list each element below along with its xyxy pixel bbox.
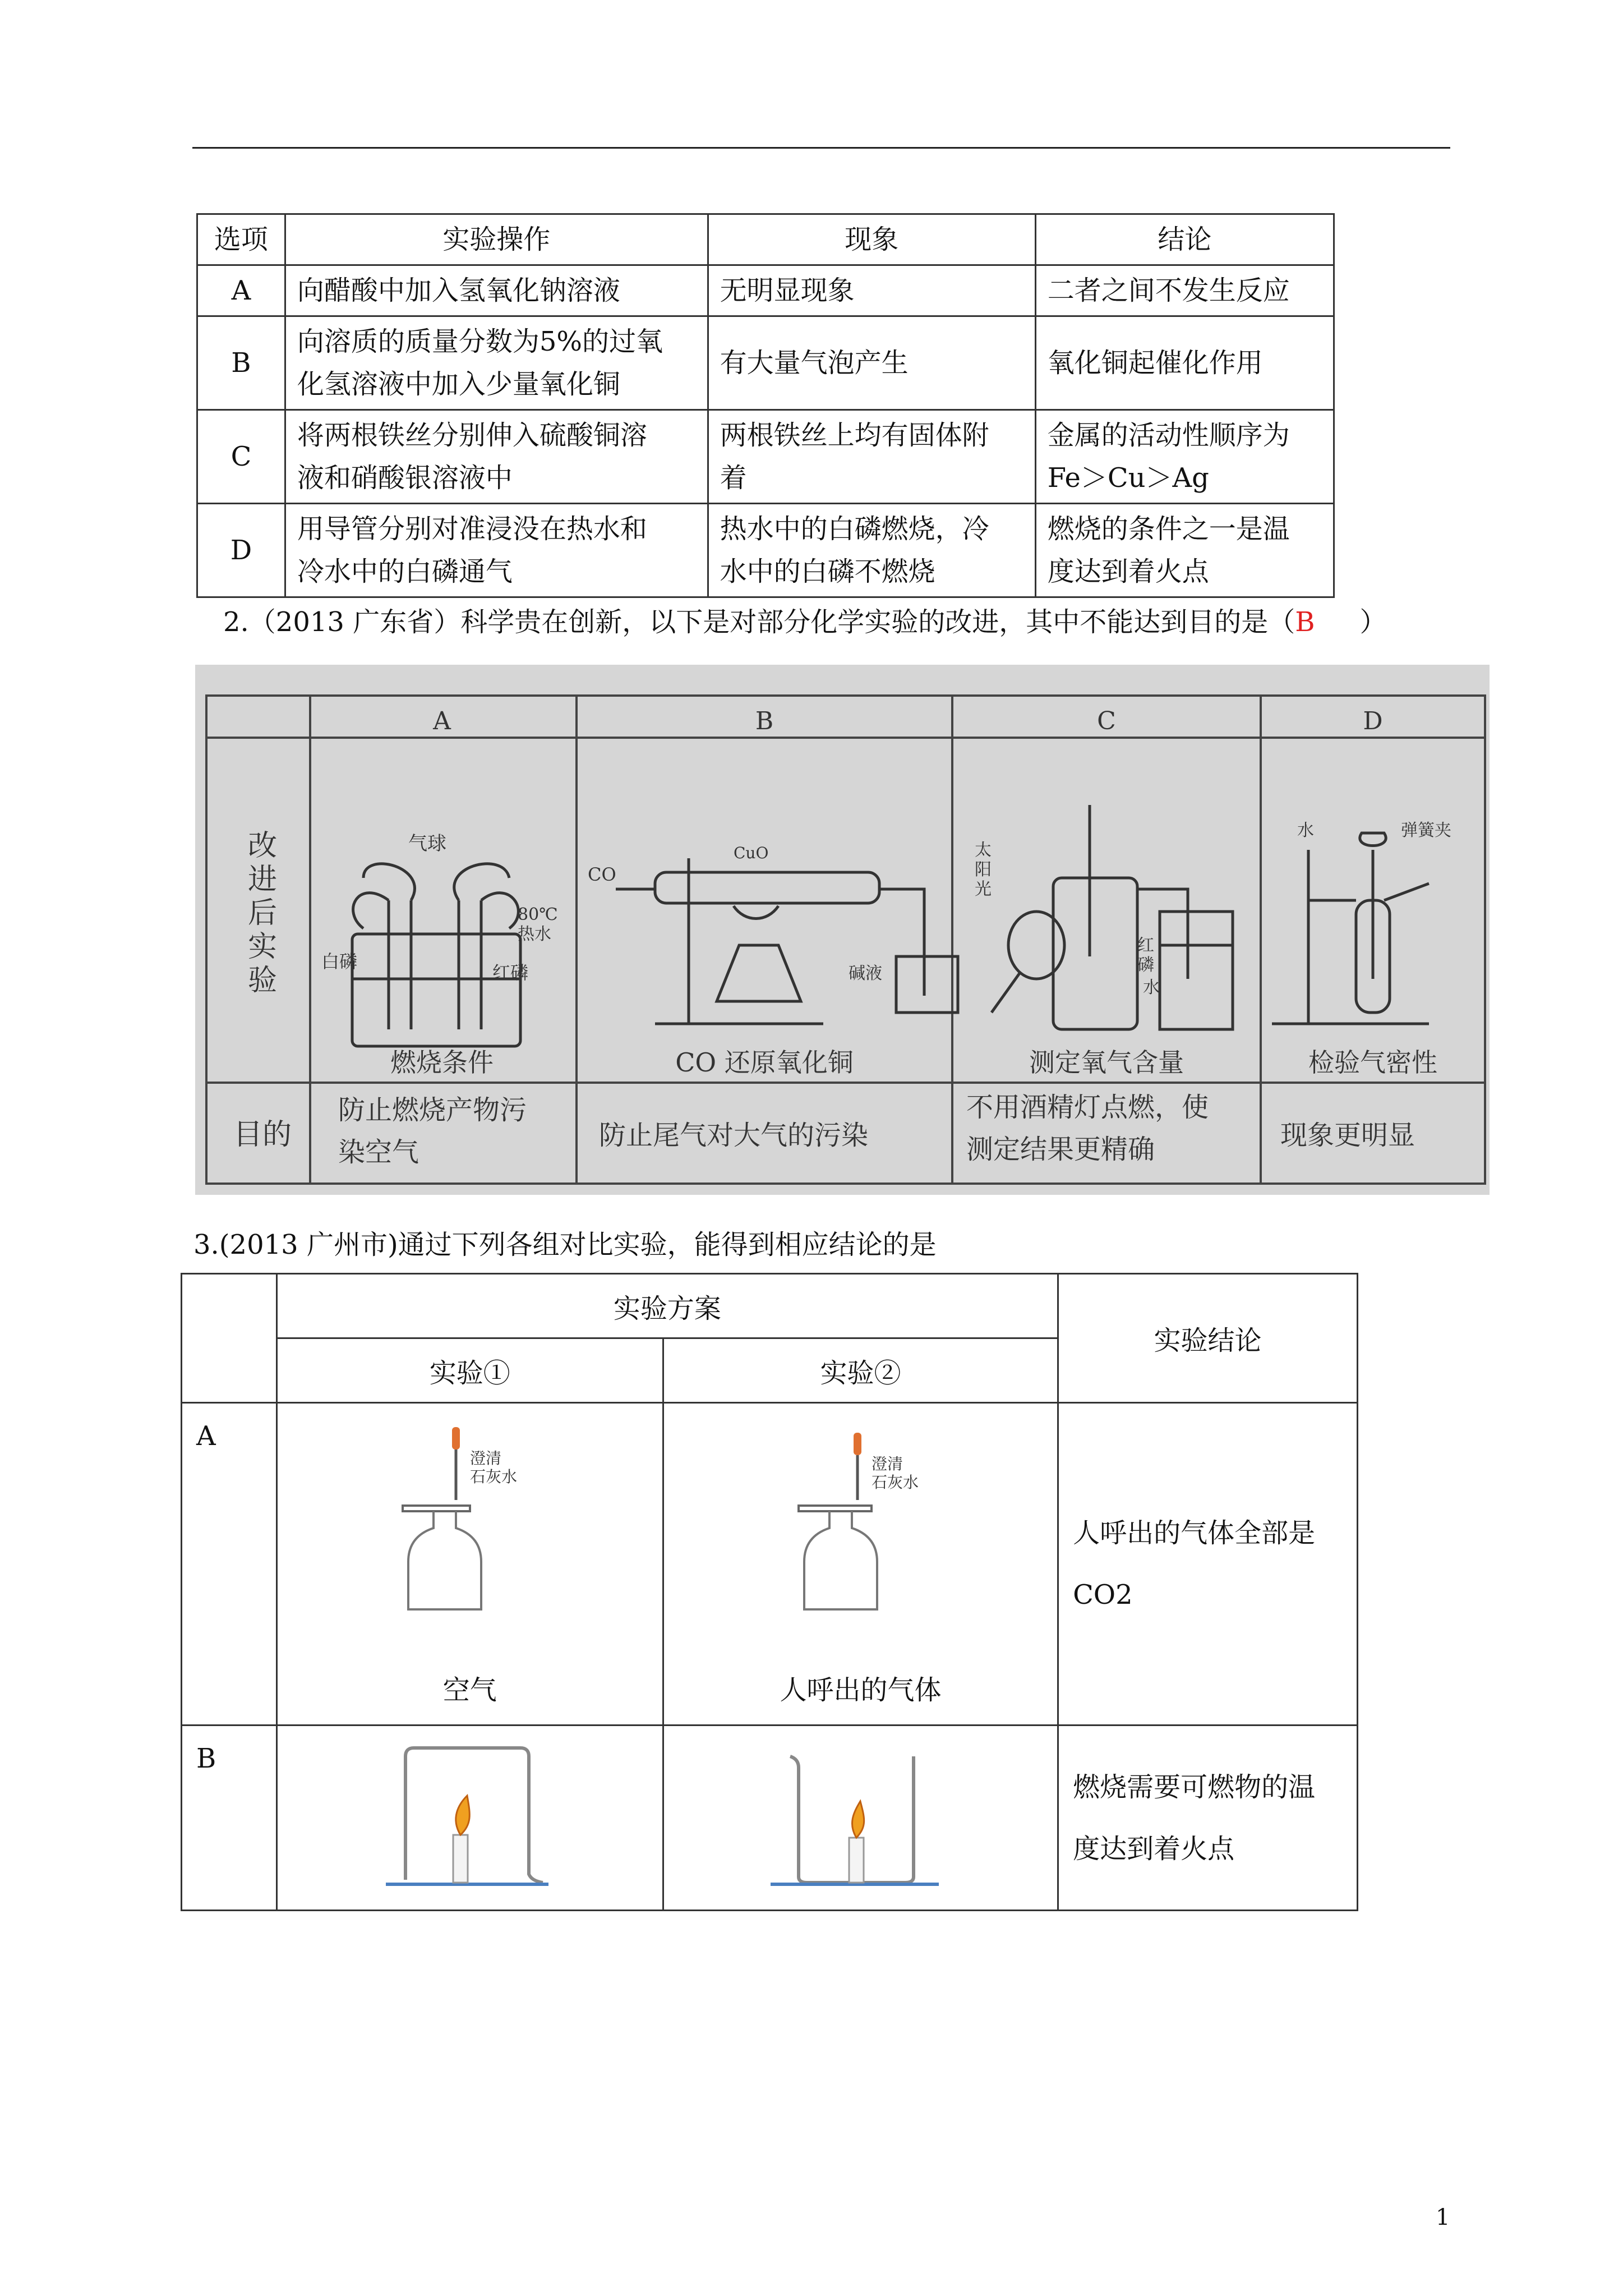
title-b: CO 还原氧化铜 bbox=[675, 1047, 854, 1078]
row-phenomenon: 无明显现象 bbox=[708, 265, 1035, 316]
purpose-d: 现象更明显 bbox=[1280, 1120, 1415, 1151]
row-operation: 将两根铁丝分别伸入硫酸铜溶 液和硝酸银溶液中 bbox=[285, 410, 708, 504]
purpose-c: 不用酒精灯点燃，使 bbox=[966, 1092, 1209, 1123]
label-hot-water: 热水 bbox=[518, 924, 551, 944]
purpose-a: 防止燃烧产物污 bbox=[338, 1094, 527, 1126]
dropper-label: 石灰水 bbox=[872, 1473, 919, 1492]
label-clip: 弹簧夹 bbox=[1401, 821, 1451, 840]
table-row bbox=[197, 504, 1334, 597]
header-option: 选项 bbox=[197, 214, 285, 265]
row-option: B bbox=[197, 316, 285, 410]
question-3: 3.(2013 广州市)通过下列各组对比实验，能得到相应结论的是 bbox=[193, 1229, 937, 1260]
experiment-improvement-figure bbox=[195, 665, 1490, 1195]
col-label-d: D bbox=[1363, 707, 1383, 735]
header-operation: 实验操作 bbox=[285, 214, 708, 265]
table-row bbox=[182, 1726, 1358, 1911]
header-plan: 实验方案 bbox=[276, 1274, 1058, 1338]
label-cuo: CuO bbox=[734, 844, 769, 862]
row-label-char: 实 bbox=[247, 930, 278, 964]
label-temp: 80℃ bbox=[518, 905, 558, 924]
conclusion-a: 人呼出的气体全部是 CO2 bbox=[1058, 1403, 1358, 1726]
blank-corner-cell bbox=[182, 1274, 277, 1403]
label-red-p: 红磷 bbox=[492, 962, 529, 983]
label-co: CO bbox=[588, 864, 616, 885]
row-phenomenon: 热水中的白磷燃烧，冷 水中的白磷不燃烧 bbox=[708, 504, 1035, 597]
label-white-p: 白磷 bbox=[321, 951, 358, 972]
header-exp1: 实验① bbox=[276, 1338, 663, 1403]
gas-bottle-dropper-icon bbox=[386, 1421, 554, 1646]
header-exp2: 实验② bbox=[663, 1338, 1058, 1403]
exp2-cell-b bbox=[663, 1726, 1058, 1911]
row-label-char: 后 bbox=[247, 896, 278, 930]
label-water2: 水 bbox=[1297, 821, 1314, 840]
purpose-b: 防止尾气对大气的污染 bbox=[599, 1120, 869, 1151]
header-rule bbox=[192, 147, 1450, 149]
row-label-purpose: 目的 bbox=[233, 1118, 292, 1152]
page-number: 1 bbox=[1436, 2205, 1450, 2230]
row-label-a: A bbox=[182, 1403, 277, 1726]
apparatus-d-icon bbox=[1272, 833, 1429, 1024]
table-row bbox=[197, 410, 1334, 504]
label-alkali: 碱液 bbox=[849, 964, 882, 983]
table-experiments-3 bbox=[181, 1273, 1358, 1911]
col-label-a: A bbox=[433, 707, 451, 735]
dropper-label: 石灰水 bbox=[469, 1467, 517, 1486]
label-water: 水 bbox=[1143, 978, 1160, 997]
exp1-cell-b bbox=[276, 1726, 663, 1911]
table-row bbox=[182, 1403, 1358, 1726]
conclusion-b: 燃烧需要可燃物的温 度达到着火点 bbox=[1058, 1726, 1358, 1911]
table-experiments-1 bbox=[196, 213, 1335, 598]
apparatus-c-icon bbox=[992, 805, 1233, 1029]
purpose-c: 测定结果更精确 bbox=[966, 1134, 1155, 1165]
row-operation: 用导管分别对准浸没在热水和 冷水中的白磷通气 bbox=[285, 504, 708, 597]
title-d: 检验气密性 bbox=[1308, 1047, 1437, 1078]
col-label-b: B bbox=[755, 707, 774, 735]
row-phenomenon: 有大量气泡产生 bbox=[708, 316, 1035, 410]
header-phenomenon: 现象 bbox=[708, 214, 1035, 265]
table-row bbox=[197, 316, 1334, 410]
header-conclusion: 实验结论 bbox=[1058, 1274, 1358, 1403]
row-label-char: 进 bbox=[247, 863, 278, 896]
table-row bbox=[197, 265, 1334, 316]
table-header-row bbox=[197, 214, 1334, 265]
label-red-p2-char: 磷 bbox=[1137, 955, 1154, 975]
row-label-b: B bbox=[182, 1726, 277, 1911]
label-red-p2-char: 红 bbox=[1137, 936, 1154, 955]
row-operation: 向醋酸中加入氢氧化钠溶液 bbox=[285, 265, 708, 316]
caption-air: 空气 bbox=[442, 1674, 497, 1706]
title-a: 燃烧条件 bbox=[390, 1047, 494, 1078]
row-label-char: 改 bbox=[247, 829, 278, 863]
header-conclusion: 结论 bbox=[1035, 214, 1334, 265]
row-option: A bbox=[197, 265, 285, 316]
row-option: D bbox=[197, 504, 285, 597]
caption-exhaled-air: 人呼出的气体 bbox=[780, 1674, 942, 1706]
exp2-cell-a bbox=[663, 1403, 1058, 1726]
dropper-label: 澄清 bbox=[469, 1448, 501, 1467]
answer-mark: B bbox=[1295, 606, 1315, 638]
dropper-label: 澄清 bbox=[872, 1454, 903, 1473]
covered-candle-icon bbox=[352, 1734, 588, 1902]
title-c: 测定氧气含量 bbox=[1029, 1047, 1184, 1078]
open-beaker-candle-icon bbox=[743, 1734, 978, 1902]
question-2: 2.（2013 广东省）科学贵在创新，以下是对部分化学实验的改进，其中不能达到目的是（B ） bbox=[223, 606, 1387, 638]
row-conclusion: 金属的活动性顺序为 Fe＞Cu＞Ag bbox=[1035, 410, 1334, 504]
label-sun-char: 光 bbox=[975, 880, 992, 899]
label-sun-char: 太 bbox=[975, 840, 992, 860]
row-option: C bbox=[197, 410, 285, 504]
label-sun-char: 阳 bbox=[975, 860, 992, 880]
gas-bottle-dropper-icon bbox=[776, 1421, 944, 1646]
row-conclusion: 燃烧的条件之一是温 度达到着火点 bbox=[1035, 504, 1334, 597]
label-balloon: 气球 bbox=[408, 832, 446, 855]
row-phenomenon: 两根铁丝上均有固体附 着 bbox=[708, 410, 1035, 504]
row-operation: 向溶质的质量分数为5%的过氧 化氢溶液中加入少量氧化铜 bbox=[285, 316, 708, 410]
apparatus-b-icon bbox=[616, 858, 958, 1024]
row-conclusion: 氧化铜起催化作用 bbox=[1035, 316, 1334, 410]
col-label-c: C bbox=[1097, 707, 1116, 735]
purpose-a: 染空气 bbox=[338, 1137, 419, 1168]
row-conclusion: 二者之间不发生反应 bbox=[1035, 265, 1334, 316]
row-label-char: 验 bbox=[247, 964, 278, 997]
exp1-cell-a bbox=[276, 1403, 663, 1726]
apparatus-a-icon bbox=[352, 864, 520, 1046]
